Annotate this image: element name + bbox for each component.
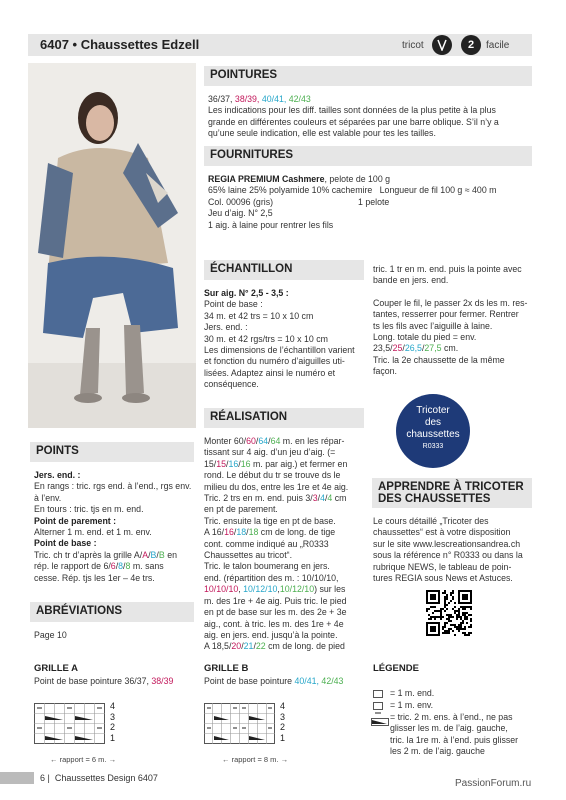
pointures-body (208, 94, 532, 140)
watermark: PassionForum.ru (455, 778, 532, 789)
badge-line: chaussettes (406, 429, 460, 440)
yarn-line (208, 174, 532, 185)
echantillon-line: et fonction du numéro d’aiguilles uti- (204, 356, 345, 367)
right-column-body (373, 264, 533, 378)
points-heading: POINTS (30, 442, 194, 462)
right-line: Long. totale du pied = env. (373, 332, 477, 343)
points-line: à l’env. (34, 492, 62, 503)
row-number: 3 (280, 711, 286, 722)
needle-v-icon (432, 35, 452, 55)
points-body (34, 470, 198, 584)
row-number: 1 (280, 732, 286, 743)
apprendre-line: Le cours détaillé „Tricoter des (373, 516, 489, 526)
yarn-length: Longueur de fil 100 g ≈ 400 m (379, 185, 497, 196)
apprendre-line: chaussettes“ est à votre disposition (373, 527, 511, 538)
realisation-heading: RÉALISATION (204, 408, 364, 428)
echantillon-heading: ÉCHANTILLON (204, 260, 364, 280)
grille-a-subtitle-size: 38/39 (151, 676, 174, 686)
pointures-line: grande en différentes couleurs et séparées par une barre oblique. S’il n’y a (208, 116, 499, 127)
legende-item-3 (390, 712, 535, 758)
grille-a-title: GRILLE A (34, 663, 78, 674)
realisation-line: Tric. ensuite la tige en pt de base. (204, 515, 336, 526)
realisation-line: A 18,5/20/21/22 cm de long. de pied (204, 641, 345, 652)
realisation-line: aig. en jers. end. jusqu’à la pointe. (204, 629, 338, 640)
grille-b-chart (204, 703, 284, 752)
footer-bar (0, 772, 34, 784)
course-badge[interactable] (396, 394, 470, 468)
page-title: 6407 • Chaussettes Edzell (40, 37, 200, 52)
realisation-line: rond. Le début du tr se trouve ds le (204, 470, 341, 481)
echantillon-line: conséquence. (204, 379, 259, 390)
legende-title: LÉGENDE (373, 663, 419, 674)
grille-b-row-numbers (280, 701, 285, 743)
grille-a-subtitle (34, 676, 173, 687)
realisation-line: en pt de parement. (204, 504, 278, 515)
tricot-label: tricot (402, 40, 424, 51)
grille-a-chart (34, 703, 114, 752)
color-line (208, 197, 532, 208)
difficulty-number: 2 (467, 39, 475, 51)
abreviations-heading: ABRÉVIATIONS (30, 602, 194, 622)
realisation-line: tissant sur 4 aig. d’un jeu d’aig. (= (204, 447, 336, 458)
legende-line: = tric. 2 m. ens. à l’end., ne pas (390, 712, 513, 722)
realisation-line: Monter 60/60/64/64 m. en les répar- (204, 436, 345, 446)
yarn-name: REGIA PREMIUM Cashmere (208, 174, 325, 184)
echantillon-body (204, 288, 364, 391)
row-number: 4 (110, 701, 116, 711)
page-number: 6 | (40, 773, 50, 783)
size-38-39: 38/39, (234, 94, 260, 104)
points-line: Alterner 1 m. end. et 1 m. env. (34, 527, 152, 538)
right-line: bande en jers. end. (373, 275, 449, 286)
pointures-heading: POINTURES (204, 66, 532, 86)
knit-stitch-symbol-icon (373, 690, 383, 698)
rapport-text: rapport = 8 m. (231, 755, 279, 764)
row-number: 2 (280, 722, 286, 732)
grille-b-rapport: ← rapport = 8 m. → (222, 755, 289, 764)
size-36-37: 36/37, (208, 94, 233, 104)
composition-line (208, 185, 532, 196)
legende-line: les 2 m. de l’aig. gauche (390, 746, 485, 757)
realisation-body (204, 436, 368, 653)
apprendre-heading-line: DES CHAUSSETTES (378, 493, 491, 505)
tool: 1 aig. à laine pour rentrer les fils (208, 219, 334, 230)
qr-code-icon[interactable] (426, 590, 472, 636)
purl-stitch-symbol-icon (373, 702, 383, 710)
grille-b-title: GRILLE B (204, 663, 249, 674)
echantillon-subtitle: Sur aig. N° 2,5 - 3,5 : (204, 288, 289, 298)
realisation-line: Tric. 2 trs en m. end. puis 3/3/4/4 cm (204, 493, 347, 504)
points-line: En rangs : tric. rgs end. à l’end., rgs env. (34, 481, 192, 492)
badge-line: des (424, 417, 442, 428)
fournitures-heading: FOURNITURES (204, 146, 532, 166)
echantillon-line: 30 m. et 42 rgs/trs = 10 x 10 cm (204, 333, 328, 344)
right-spacer (373, 287, 533, 298)
right-line: tric. 1 tr en m. end. puis la pointe avec (373, 264, 522, 274)
realisation-line: Tric. le talon boumerang en jers. (204, 561, 330, 572)
parement-title: Point de parement : (34, 515, 117, 526)
right-line: Couper le fil, le passer 2x ds les m. res- (373, 297, 528, 308)
echantillon-line: 34 m. et 42 trs = 10 x 10 cm (204, 310, 314, 321)
model-photo (28, 63, 196, 428)
realisation-line: aig., cont. à tric. les m. des 1re + 4e (204, 618, 344, 629)
grille-a-rapport: ← rapport = 6 m. → (50, 755, 117, 764)
right-line: ts les fils avec l’aiguille à laine. (373, 320, 493, 331)
size-42-43: 42/43 (288, 94, 311, 104)
legende-line: glisser les m. de l’aig. gauche, (390, 723, 508, 734)
grille-b-subtitle-text: Point de base pointure (204, 676, 293, 686)
echantillon-line: lisées. Adaptez ainsi le numéro et (204, 367, 336, 378)
apprendre-line: rubrique NEWS, le tableau de poin- (373, 561, 512, 572)
realisation-line: end. (répartition des m. : 10/10/10, (204, 572, 339, 583)
realisation-line: m. des 1re + 4e aig. Puis tric. le pied (204, 595, 347, 606)
row-number: 3 (110, 711, 116, 722)
quantity: 1 pelote (358, 196, 390, 207)
needles: Jeu d’aig. N° 2,5 (208, 208, 273, 219)
echantillon-line: Point de base : (204, 299, 263, 310)
echantillon-line: Les dimensions de l’échantillon varient (204, 345, 355, 356)
realisation-line: A 16/16/18/18 cm de long. de tige (204, 527, 336, 538)
grille-a-row-numbers (110, 701, 115, 743)
realisation-line: Chaussettes au tricot“. (204, 550, 293, 561)
realisation-line: en pt de base sur les m. des 2e + 3e (204, 607, 347, 618)
cross-stitch-symbol-icon (371, 713, 389, 721)
composition: 65% laine 25% polyamide 10% cachemire (208, 185, 373, 196)
legende-item: = 1 m. end. (390, 688, 435, 698)
grille-b-subtitle (204, 676, 343, 687)
grille-b-subtitle-size: 40/41, (294, 676, 319, 686)
echantillon-line: Jers. end. : (204, 322, 248, 333)
right-line: façon. (373, 366, 397, 377)
pointures-line: Les indications pour les diff. tailles sont données de la plus petite à la plus (208, 105, 496, 116)
points-line: En tours : tric. tjs en m. end. (34, 504, 144, 515)
realisation-line: 15/15/16/16 m. par aig.) et fermer en (204, 458, 348, 469)
size-40-41: 40/41, (261, 94, 287, 104)
badge-ref: R0333 (422, 443, 444, 450)
right-line: 23,5/25/26,5/27,5 cm. (373, 343, 459, 354)
rapport-text: rapport = 6 m. (59, 755, 107, 764)
apprendre-line: tures REGIA sous News et Astuces. (373, 573, 513, 584)
grille-a-subtitle-text: Point de base pointure 36/37, (34, 676, 149, 686)
fournitures-body (208, 174, 532, 231)
yarn-weight: , pelote de 100 g (324, 174, 391, 184)
points-line: Tric. ch tr d’après la grille A/A/B/B en (34, 549, 177, 560)
footer-title: Chaussettes Design 6407 (54, 773, 158, 783)
pointures-line: qu’une seule indication, elle est valable pour tes les tailles. (208, 128, 436, 139)
right-line: Tric. la 2e chaussette de la même (373, 354, 505, 365)
color-ref: Col. 00096 (gris) (208, 196, 274, 207)
base-title: Point de base : (34, 538, 97, 549)
points-line: cesse. Rép. tjs les 1er – 4e trs. (34, 572, 155, 583)
legende-item: = 1 m. env. (390, 700, 434, 710)
badge-line: Tricoter (416, 405, 450, 416)
legende-line: tric. la 1re m. à l’end. puis glisser (390, 734, 519, 745)
pointures-sizes (208, 94, 532, 105)
apprendre-line[interactable]: sur le site www.lescreationsandrea.ch (373, 538, 521, 549)
footer (40, 773, 158, 783)
row-number: 1 (110, 732, 116, 743)
realisation-line: cont. comme indiqué au „R0333 (204, 538, 329, 549)
realisation-line: milieu du dos, entre les 1re et 4e aig. (204, 481, 349, 492)
apprendre-heading (372, 478, 532, 508)
realisation-line: 10/10/10, 10/12/10,10/12/10) sur les (204, 584, 346, 595)
row-number: 2 (110, 722, 116, 732)
apprendre-line: sous la référence n° R0333 ou dans la (373, 550, 523, 561)
difficulty-label: facile (486, 40, 510, 51)
apprendre-body (373, 516, 533, 584)
row-number: 4 (280, 701, 286, 711)
abreviations-page: Page 10 (34, 630, 67, 640)
right-line: tantes, resserrer pour fermer. Rentrer (373, 309, 519, 320)
jers-title: Jers. end. : (34, 470, 81, 480)
grille-b-subtitle-size: 42/43 (321, 676, 344, 686)
difficulty-badge (461, 35, 481, 55)
apprendre-heading-line: APPRENDRE À TRICOTER (378, 481, 524, 493)
points-line: rép. le rapport de 6/6/8/8 m. sans (34, 561, 164, 572)
